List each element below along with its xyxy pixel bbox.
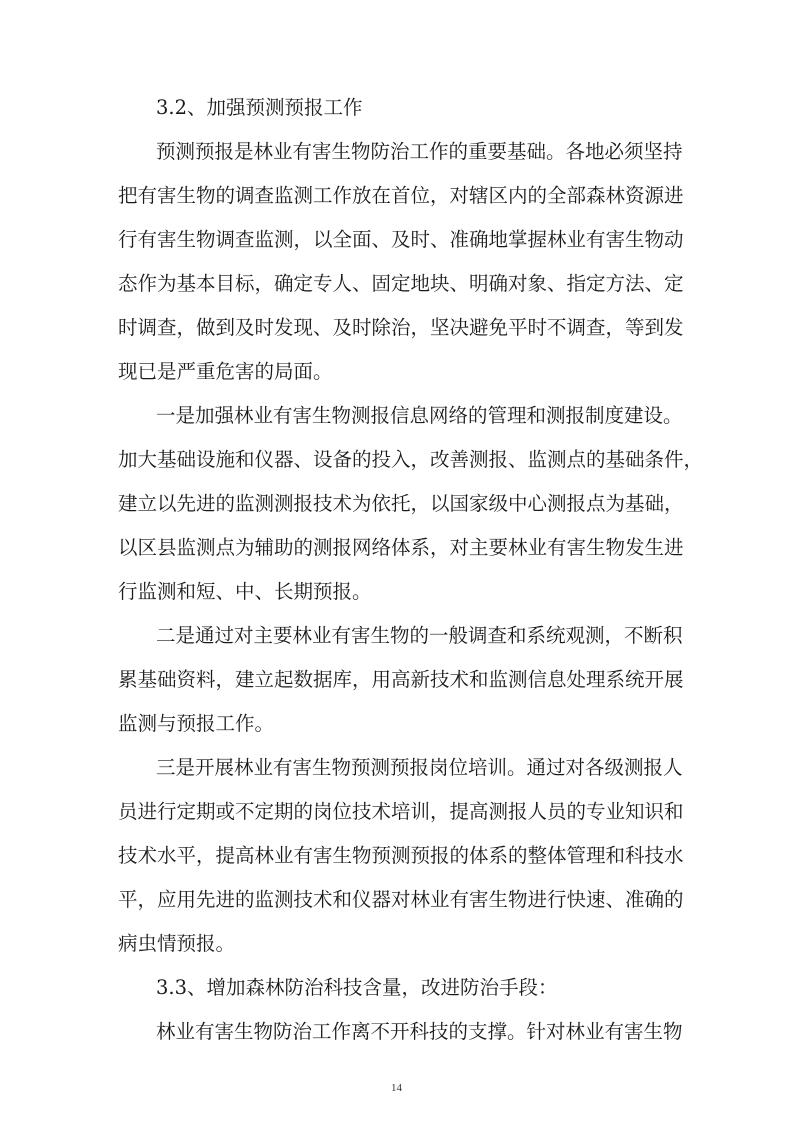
- section-heading-3-2: 3.2、加强预测预报工作: [156, 96, 363, 119]
- paragraph-line: 监测与预报工作。: [118, 712, 275, 735]
- paragraph-line: 技术水平，提高林业有害生物预测预报的体系的整体管理和科技水: [118, 844, 684, 867]
- paragraph-line: 员进行定期或不定期的岗位技术培训，提高测报人员的专业知识和: [118, 800, 684, 823]
- paragraph-line: 加大基础设施和仪器、设备的投入，改善测报、监测点的基础条件，: [118, 448, 704, 471]
- section-heading-3-3: 3.3、增加森林防治科技含量，改进防治手段：: [156, 976, 558, 999]
- paragraph-line: 平，应用先进的监测技术和仪器对林业有害生物进行快速、准确的: [118, 888, 684, 911]
- paragraph-line: 时调查，做到及时发现、及时除治，坚决避免平时不调查，等到发: [118, 316, 684, 339]
- paragraph-line: 态作为基本目标，确定专人、固定地块、明确对象、指定方法、定: [118, 272, 684, 295]
- paragraph-line: 行有害生物调查监测，以全面、及时、准确地掌握林业有害生物动: [118, 228, 684, 251]
- paragraph-line: 林业有害生物防治工作离不开科技的支撑。针对林业有害生物: [156, 1020, 683, 1043]
- paragraph-line: 累基础资料，建立起数据库，用高新技术和监测信息处理系统开展: [118, 668, 684, 691]
- paragraph-line: 预测预报是林业有害生物防治工作的重要基础。各地必须坚持: [156, 140, 683, 163]
- paragraph-line: 以区县监测点为辅助的测报网络体系，对主要林业有害生物发生进: [118, 536, 684, 559]
- paragraph-line: 行监测和短、中、长期预报。: [118, 580, 372, 603]
- paragraph-line: 现已是严重危害的局面。: [118, 360, 333, 383]
- paragraph-line: 二是通过对主要林业有害生物的一般调查和系统观测，不断积: [156, 624, 683, 647]
- paragraph-line: 三是开展林业有害生物预测预报岗位培训。通过对各级测报人: [156, 756, 683, 779]
- paragraph-line: 建立以先进的监测测报技术为依托，以国家级中心测报点为基础，: [118, 492, 684, 515]
- page-number: 14: [391, 1082, 402, 1094]
- paragraph-line: 把有害生物的调查监测工作放在首位，对辖区内的全部森林资源进: [118, 184, 684, 207]
- paragraph-line: 一是加强林业有害生物测报信息网络的管理和测报制度建设。: [156, 404, 683, 427]
- paragraph-line: 病虫情预报。: [118, 932, 236, 955]
